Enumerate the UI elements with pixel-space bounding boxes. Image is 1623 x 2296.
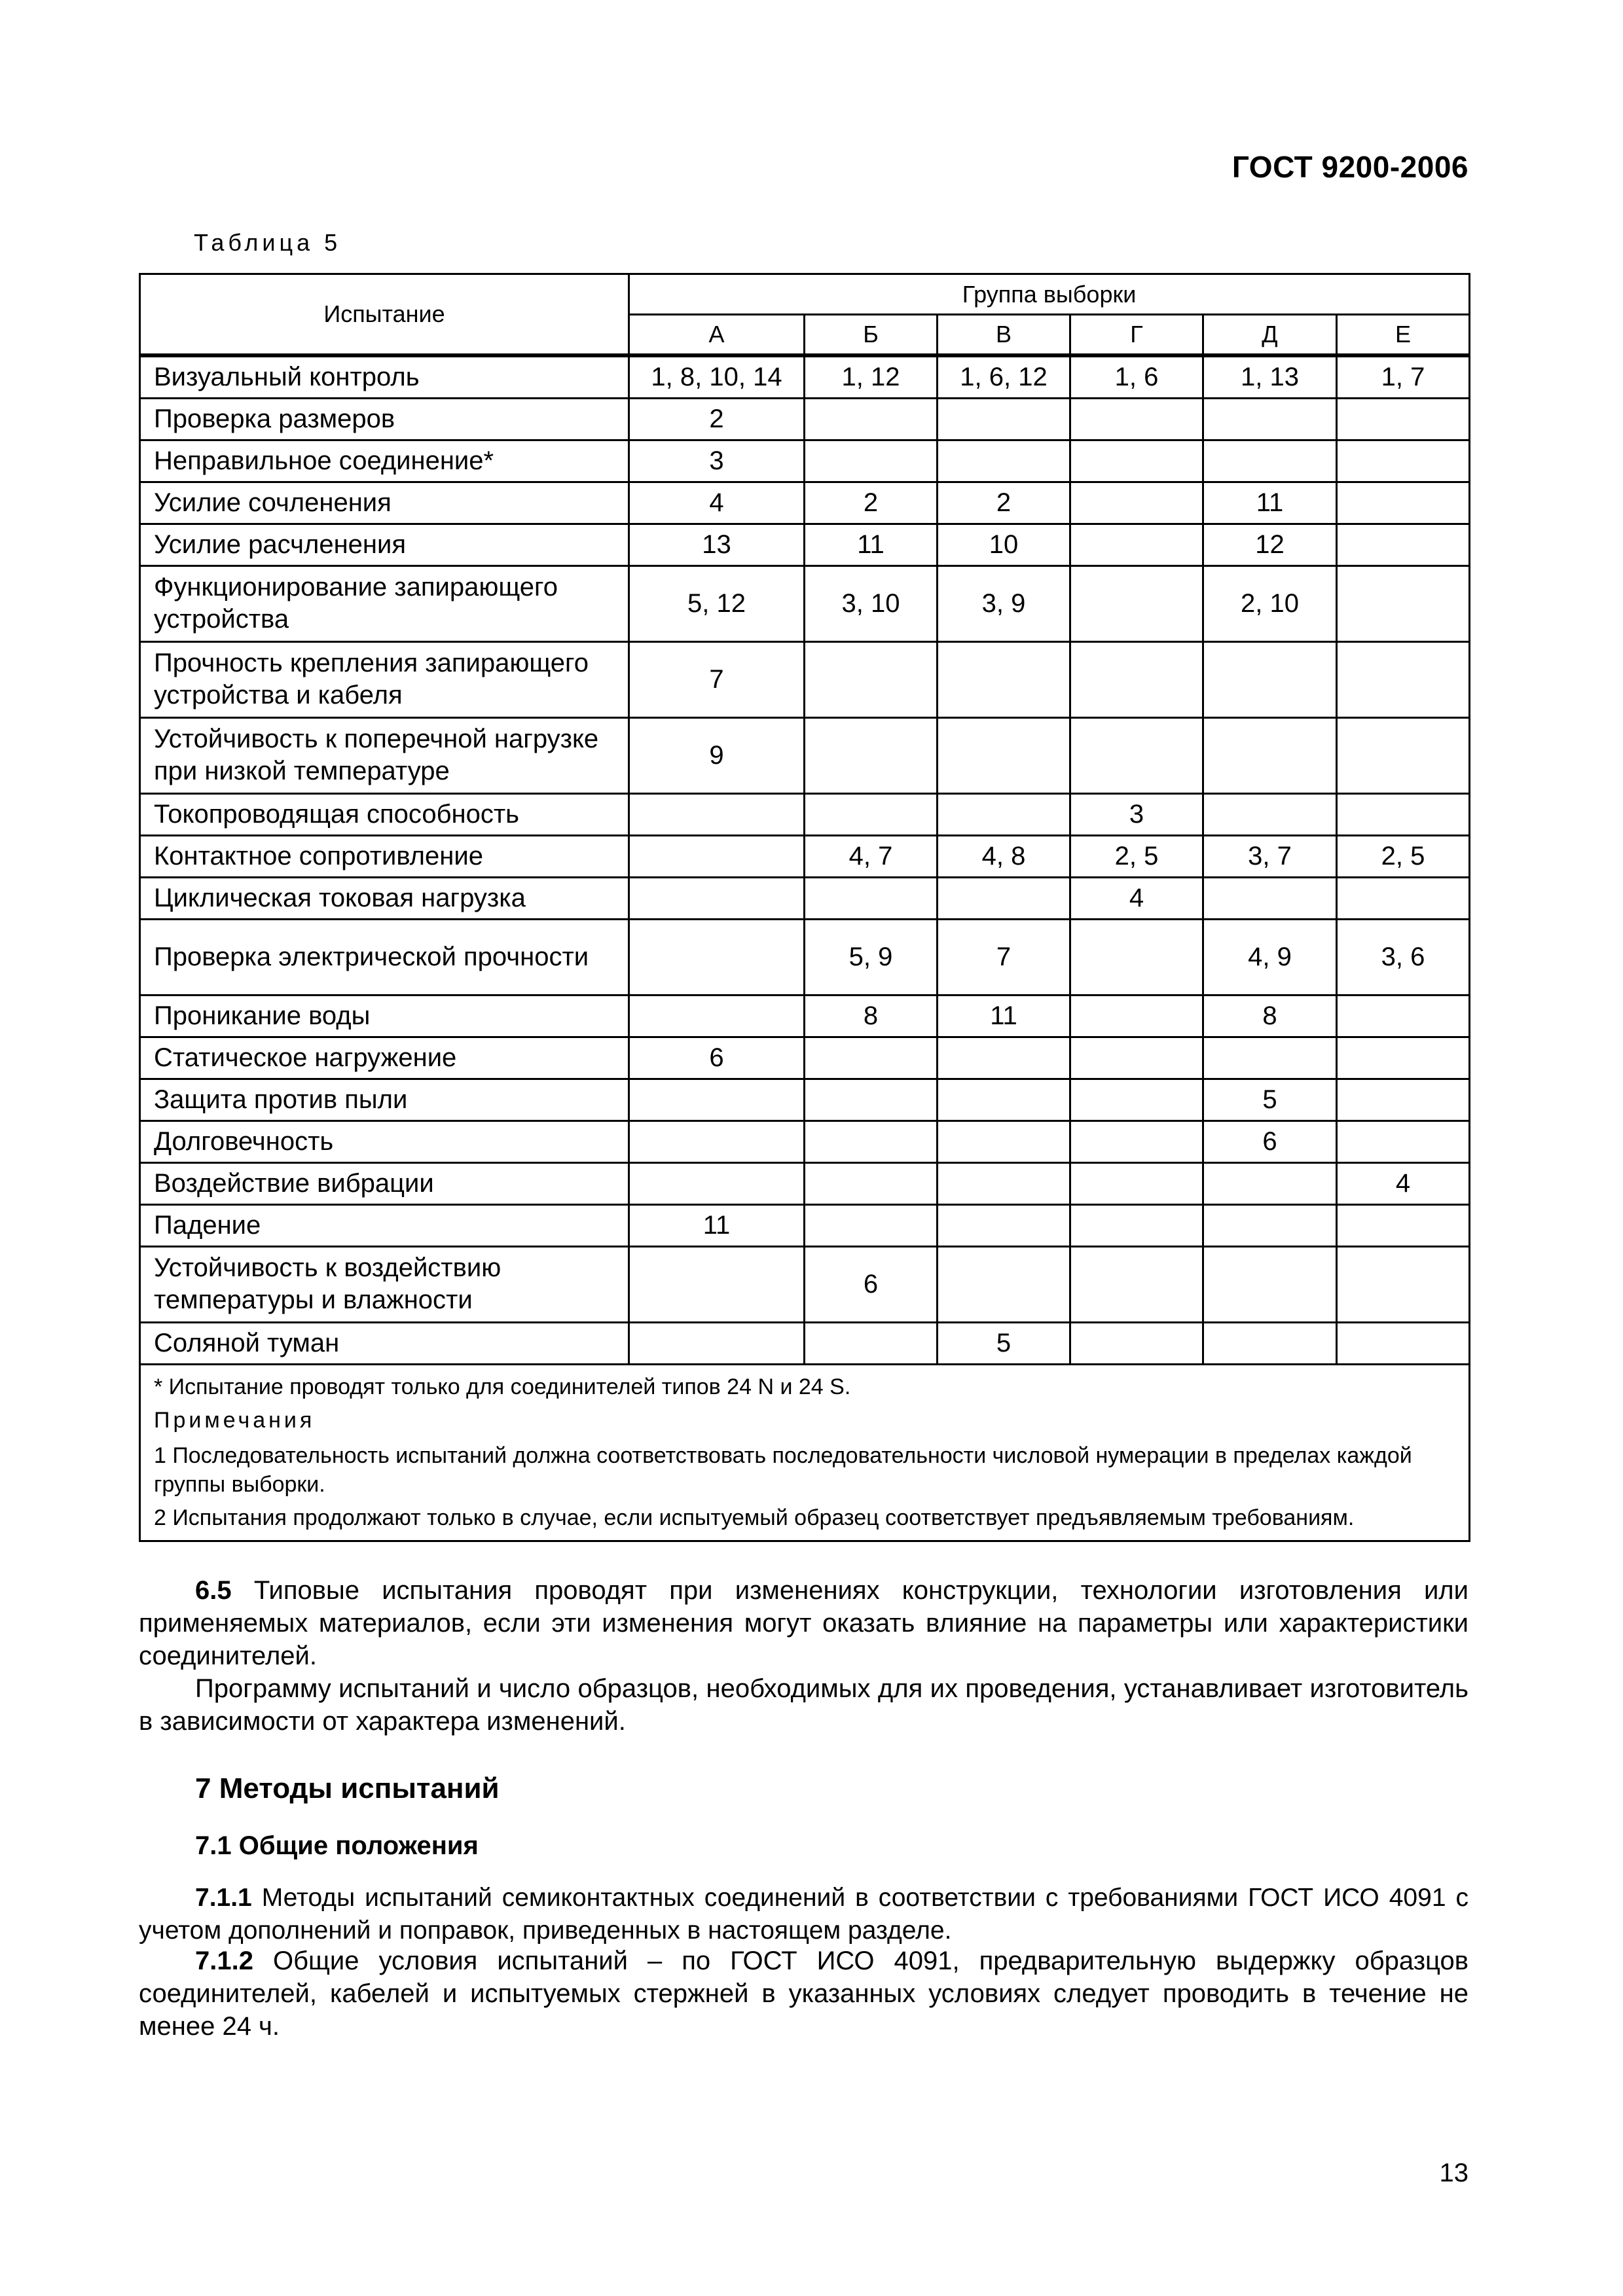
- test-name-cell: Проверка размеров: [140, 398, 629, 440]
- table-row: [140, 877, 1470, 919]
- section-heading: 7 Методы испытаний: [195, 1772, 500, 1804]
- sequence-cell: [805, 1121, 938, 1162]
- sequence-cell: [938, 717, 1070, 793]
- sequence-cell: 1, 13: [1203, 355, 1337, 399]
- sequence-cell: 1, 12: [805, 355, 938, 399]
- group-header-cell: А: [629, 315, 805, 355]
- table-row: [140, 641, 1470, 717]
- sequence-cell: [1203, 398, 1337, 440]
- sequence-cell: 5, 9: [805, 919, 938, 995]
- sequence-cell: [805, 1204, 938, 1246]
- sequence-cell: [1337, 1204, 1470, 1246]
- sequence-cell: [805, 1322, 938, 1364]
- clause-number: 6.5: [195, 1576, 232, 1605]
- sequence-cell: [1203, 793, 1337, 835]
- sequence-cell: 7: [938, 919, 1070, 995]
- sequence-cell: [1070, 398, 1203, 440]
- sequence-cell: [1337, 398, 1470, 440]
- table-row: [140, 919, 1470, 995]
- sequence-cell: [1203, 440, 1337, 482]
- sequence-cell: [1070, 1079, 1203, 1121]
- sequence-cell: [938, 1121, 1070, 1162]
- table-row: [140, 482, 1470, 524]
- table-5: [139, 273, 1470, 1542]
- test-name-cell: Визуальный контроль: [140, 355, 629, 399]
- sequence-cell: [938, 1037, 1070, 1079]
- sequence-cell: [1070, 1121, 1203, 1162]
- sequence-cell: 11: [938, 995, 1070, 1037]
- sequence-cell: 13: [629, 524, 805, 565]
- sequence-cell: [938, 641, 1070, 717]
- test-name-cell: Защита против пыли: [140, 1079, 629, 1121]
- sequence-cell: [629, 1162, 805, 1204]
- table-row: [140, 717, 1470, 793]
- sequence-cell: [1203, 1037, 1337, 1079]
- clause-text: Общие условия испытаний – по ГОСТ ИСО 4091, предварительную выдержку образцов соединителей, кабелей и испытуемых стержней в указанных условиях следует проводить в течение не менее 24 ч.: [139, 1946, 1468, 2041]
- sequence-cell: 2, 10: [1203, 565, 1337, 641]
- table-row: [140, 524, 1470, 565]
- sequence-cell: [805, 440, 938, 482]
- sequence-cell: [1070, 565, 1203, 641]
- sequence-cell: 6: [805, 1246, 938, 1322]
- sequence-cell: 2: [805, 482, 938, 524]
- test-name-cell: Падение: [140, 1204, 629, 1246]
- sequence-cell: [1070, 1162, 1203, 1204]
- table-row: [140, 355, 1470, 399]
- sequence-cell: [1203, 1322, 1337, 1364]
- sequence-cell: [1337, 995, 1470, 1037]
- sequence-cell: 5, 12: [629, 565, 805, 641]
- sequence-cell: 11: [805, 524, 938, 565]
- group-header-cell: Е: [1337, 315, 1470, 355]
- sequence-cell: 2, 5: [1070, 835, 1203, 877]
- sequence-cell: 3, 10: [805, 565, 938, 641]
- sequence-cell: [1337, 1037, 1470, 1079]
- sequence-cell: 2, 5: [1337, 835, 1470, 877]
- sequence-cell: 1, 6, 12: [938, 355, 1070, 399]
- sequence-cell: [629, 1079, 805, 1121]
- sequence-cell: [1070, 524, 1203, 565]
- table-row: [140, 1322, 1470, 1364]
- page-number: 13: [1439, 2159, 1468, 2187]
- sequence-cell: [1070, 482, 1203, 524]
- sequence-cell: [938, 398, 1070, 440]
- sequence-cell: [1070, 641, 1203, 717]
- sequence-cell: [938, 440, 1070, 482]
- table-row: [140, 1037, 1470, 1079]
- sequence-cell: 3, 9: [938, 565, 1070, 641]
- sequence-cell: 7: [629, 641, 805, 717]
- sequence-cell: [1070, 1037, 1203, 1079]
- sequence-cell: [1203, 1246, 1337, 1322]
- sequence-cell: 5: [938, 1322, 1070, 1364]
- test-name-cell: Контактное сопротивление: [140, 835, 629, 877]
- sequence-cell: [805, 641, 938, 717]
- sequence-cell: [1337, 641, 1470, 717]
- sequence-cell: [805, 1162, 938, 1204]
- paragraph-6-5: [139, 1574, 1468, 1738]
- paragraph-7-1-2: [139, 1945, 1468, 2043]
- test-name-cell: Устойчивость к поперечной нагрузке при низкой температуре: [140, 717, 629, 793]
- group-header-cell: В: [938, 315, 1070, 355]
- table-row: [140, 440, 1470, 482]
- sequence-cell: [938, 1079, 1070, 1121]
- sequence-cell: 2: [629, 398, 805, 440]
- sequence-cell: [938, 877, 1070, 919]
- sequence-cell: [629, 919, 805, 995]
- test-name-cell: Проверка электрической прочности: [140, 919, 629, 995]
- note-item: 1 Последовательность испытаний должна соответствовать последовательности числовой нумерации в пределах каждой группы выборки.: [154, 1443, 1412, 1497]
- sequence-cell: 1, 8, 10, 14: [629, 355, 805, 399]
- sequence-cell: [1070, 717, 1203, 793]
- table-row: [140, 565, 1470, 641]
- document-code: ГОСТ 9200-2006: [1231, 150, 1468, 184]
- sequence-cell: [1337, 524, 1470, 565]
- sequence-cell: [1070, 1204, 1203, 1246]
- group-header-cell: Г: [1070, 315, 1203, 355]
- test-name-cell: Циклическая токовая нагрузка: [140, 877, 629, 919]
- test-name-cell: Неправильное соединение*: [140, 440, 629, 482]
- sequence-cell: [629, 1322, 805, 1364]
- sequence-cell: [1203, 1204, 1337, 1246]
- sequence-cell: [1337, 1246, 1470, 1322]
- sequence-cell: [629, 995, 805, 1037]
- sequence-cell: [1337, 717, 1470, 793]
- sequence-cell: 6: [1203, 1121, 1337, 1162]
- table-row: [140, 1121, 1470, 1162]
- sequence-cell: 9: [629, 717, 805, 793]
- sequence-cell: [1070, 1246, 1203, 1322]
- sequence-cell: [1070, 1322, 1203, 1364]
- group-column-header: Группа выборки: [629, 274, 1470, 315]
- test-name-cell: Усилие сочленения: [140, 482, 629, 524]
- test-column-header: Испытание: [140, 274, 629, 355]
- sequence-cell: 3, 6: [1337, 919, 1470, 995]
- table-notes: [140, 1364, 1470, 1541]
- sequence-cell: [629, 1121, 805, 1162]
- group-header-cell: Д: [1203, 315, 1337, 355]
- sequence-cell: 3: [629, 440, 805, 482]
- table-caption: Таблица 5: [194, 229, 342, 256]
- sequence-cell: [629, 793, 805, 835]
- sequence-cell: [1337, 1121, 1470, 1162]
- table-row: [140, 1162, 1470, 1204]
- sequence-cell: [805, 1037, 938, 1079]
- test-name-cell: Усилие расчленения: [140, 524, 629, 565]
- clause-number: 7.1.2: [195, 1946, 253, 1975]
- subsection-heading: 7.1 Общие положения: [195, 1831, 479, 1860]
- sequence-cell: [1337, 482, 1470, 524]
- table-row: [140, 1204, 1470, 1246]
- sequence-cell: [1337, 1079, 1470, 1121]
- test-name-cell: Проникание воды: [140, 995, 629, 1037]
- sequence-cell: 8: [1203, 995, 1337, 1037]
- test-name-cell: Соляной туман: [140, 1322, 629, 1364]
- sequence-cell: 6: [629, 1037, 805, 1079]
- notes-title: Примечания: [154, 1407, 316, 1433]
- sequence-cell: 12: [1203, 524, 1337, 565]
- sequence-cell: 11: [1203, 482, 1337, 524]
- sequence-cell: [805, 717, 938, 793]
- sequence-cell: 1, 7: [1337, 355, 1470, 399]
- sequence-cell: [1337, 877, 1470, 919]
- sequence-cell: [938, 793, 1070, 835]
- test-name-cell: Воздействие вибрации: [140, 1162, 629, 1204]
- table-row: [140, 995, 1470, 1037]
- sequence-cell: 3, 7: [1203, 835, 1337, 877]
- test-name-cell: Функционирование запирающего устройства: [140, 565, 629, 641]
- sequence-cell: [938, 1162, 1070, 1204]
- sequence-cell: [629, 835, 805, 877]
- sequence-cell: 4, 9: [1203, 919, 1337, 995]
- test-name-cell: Прочность крепления запирающего устройства и кабеля: [140, 641, 629, 717]
- sequence-cell: [1337, 440, 1470, 482]
- sequence-cell: [805, 398, 938, 440]
- sequence-cell: [629, 877, 805, 919]
- sequence-cell: 1, 6: [1070, 355, 1203, 399]
- sequence-cell: 5: [1203, 1079, 1337, 1121]
- table-row: [140, 1246, 1470, 1322]
- sequence-cell: [1203, 717, 1337, 793]
- sequence-cell: [1337, 565, 1470, 641]
- test-name-cell: Статическое нагружение: [140, 1037, 629, 1079]
- sequence-cell: 3: [1070, 793, 1203, 835]
- test-name-cell: Устойчивость к воздействию температуры и влажности: [140, 1246, 629, 1322]
- table-footnote: * Испытание проводят только для соединителей типов 24 N и 24 S.: [154, 1374, 851, 1399]
- paragraph-7-1-1: [139, 1882, 1468, 1947]
- sequence-cell: [938, 1204, 1070, 1246]
- sequence-cell: [629, 1246, 805, 1322]
- table-row: [140, 835, 1470, 877]
- sequence-cell: 4, 7: [805, 835, 938, 877]
- sequence-cell: 2: [938, 482, 1070, 524]
- table-row: [140, 793, 1470, 835]
- sequence-cell: [1337, 1322, 1470, 1364]
- sequence-cell: 4: [1337, 1162, 1470, 1204]
- sequence-cell: 4: [629, 482, 805, 524]
- sequence-cell: [1070, 440, 1203, 482]
- sequence-cell: [1203, 641, 1337, 717]
- clause-text: Типовые испытания проводят при изменениях конструкции, технологии изготовления или применяемых материалов, если эти изменения могут оказать влияние на параметры или характеристики соединителей.: [139, 1576, 1468, 1670]
- sequence-cell: 4, 8: [938, 835, 1070, 877]
- sequence-cell: [1337, 793, 1470, 835]
- clause-number: 7.1.1: [195, 1884, 252, 1912]
- sequence-cell: [805, 1079, 938, 1121]
- clause-text: Программу испытаний и число образцов, необходимых для их проведения, устанавливает изготовитель в зависимости от характера изменений.: [139, 1674, 1468, 1736]
- sequence-cell: [1203, 1162, 1337, 1204]
- sequence-cell: [805, 877, 938, 919]
- sequence-cell: [805, 793, 938, 835]
- sequence-cell: 10: [938, 524, 1070, 565]
- clause-text: Методы испытаний семиконтактных соединений в соответствии с требованиями ГОСТ ИСО 4091 с учетом дополнений и поправок, приведенных в настоящем разделе.: [139, 1884, 1468, 1945]
- sequence-cell: [1070, 995, 1203, 1037]
- test-name-cell: Токопроводящая способность: [140, 793, 629, 835]
- note-item: 2 Испытания продолжают только в случае, если испытуемый образец соответствует предъявляемым требованиям.: [154, 1505, 1355, 1530]
- sequence-cell: [938, 1246, 1070, 1322]
- table-row: [140, 1079, 1470, 1121]
- table-row: [140, 398, 1470, 440]
- sequence-cell: 11: [629, 1204, 805, 1246]
- sequence-cell: [1203, 877, 1337, 919]
- group-header-cell: Б: [805, 315, 938, 355]
- test-name-cell: Долговечность: [140, 1121, 629, 1162]
- sequence-cell: 8: [805, 995, 938, 1037]
- sequence-cell: [1070, 919, 1203, 995]
- sequence-cell: 4: [1070, 877, 1203, 919]
